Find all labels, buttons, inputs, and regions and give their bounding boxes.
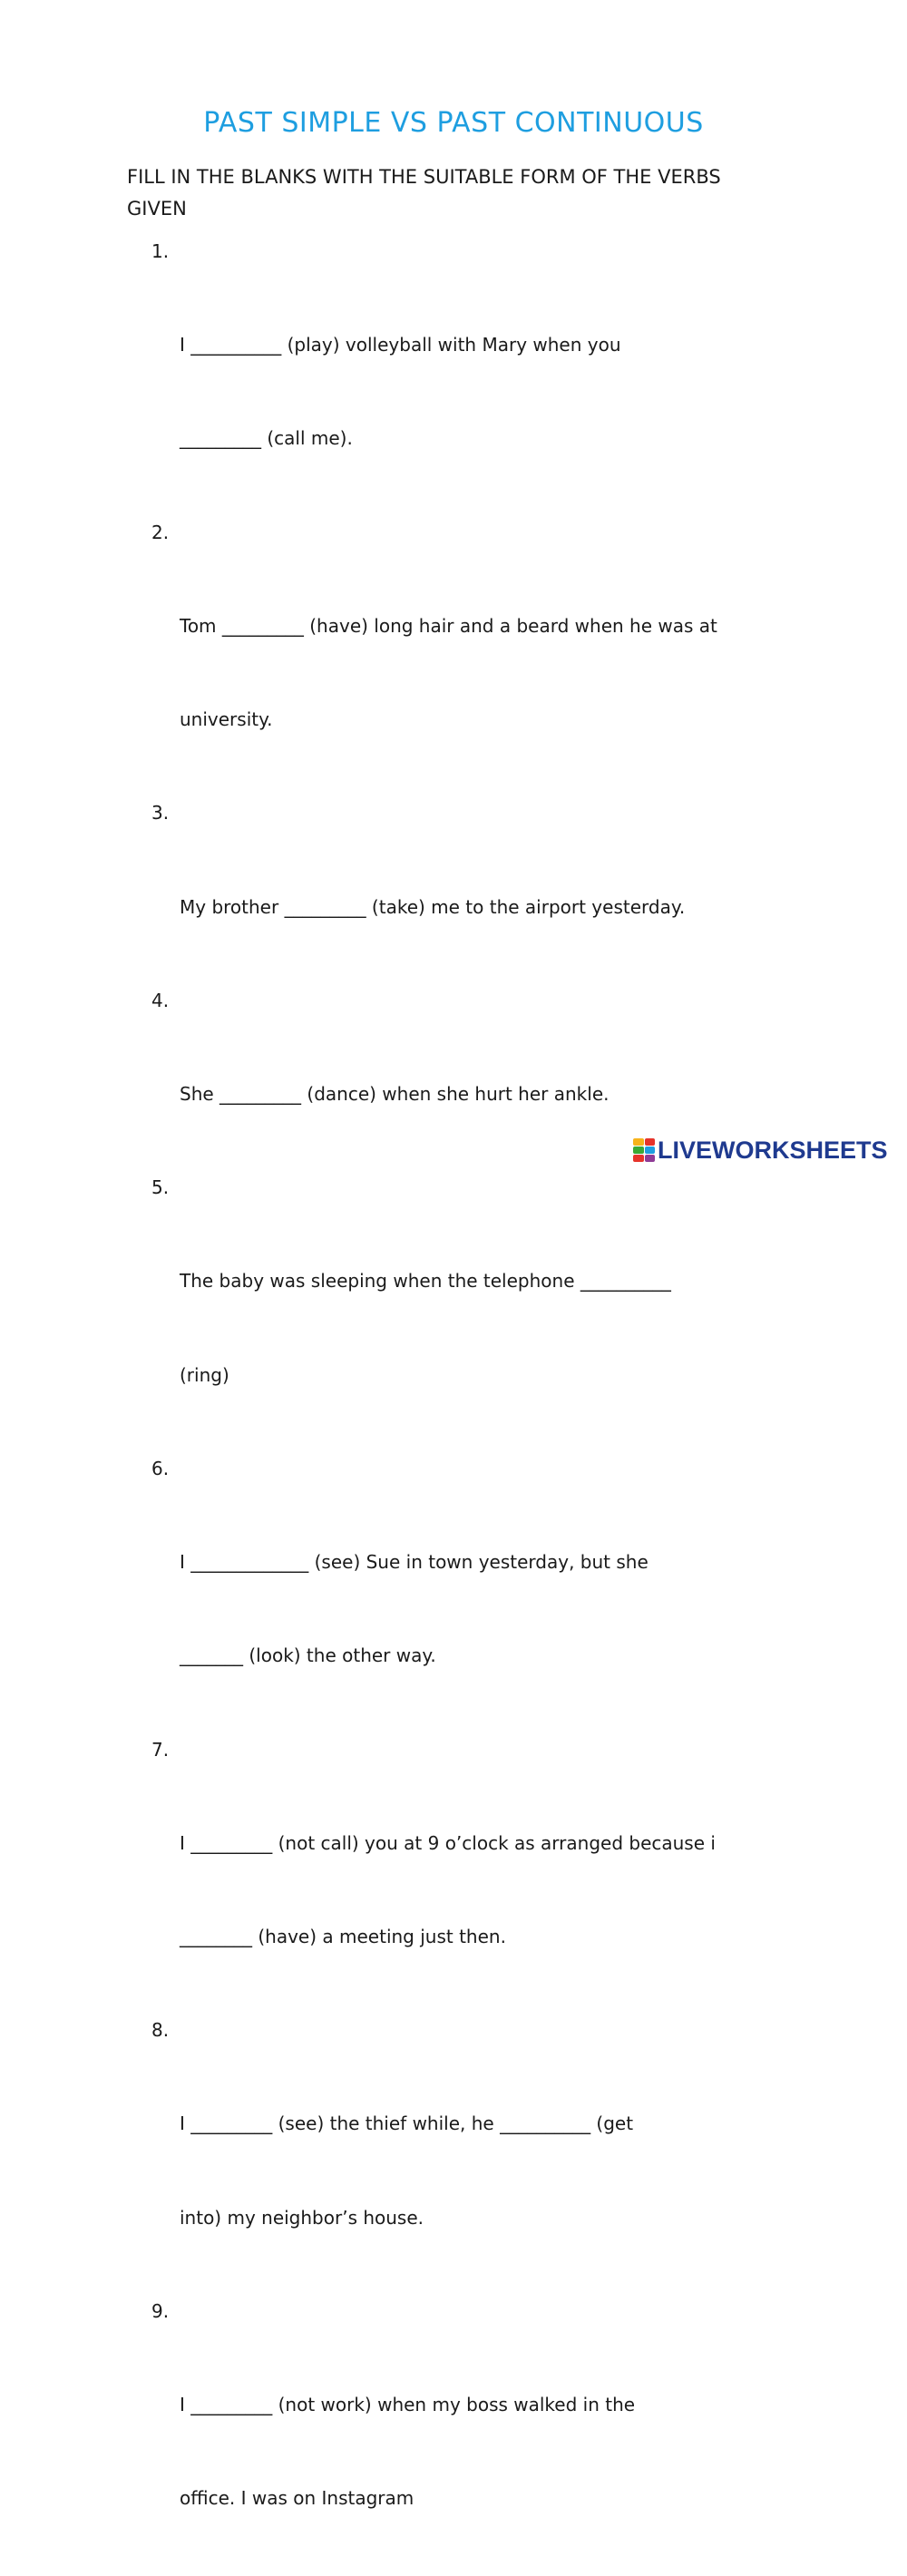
item-number: 4. xyxy=(151,989,170,1011)
exercise-item-1 xyxy=(151,236,786,517)
item-line: Tom _________ (have) long hair and a beard when he was at xyxy=(180,614,717,637)
page-title: PAST SIMPLE VS PAST CONTINUOUS xyxy=(203,107,704,139)
item-line: (ring) xyxy=(180,1363,229,1386)
item-number: 6. xyxy=(151,1457,170,1479)
exercise-item-9 xyxy=(151,2296,786,2576)
exercise-item-2 xyxy=(151,517,786,798)
item-line: ________ (have) a meeting just then. xyxy=(180,1925,506,1947)
item-number: 5. xyxy=(151,1176,170,1199)
exercise-item-3 xyxy=(151,797,786,984)
item-line: I __________ (play) volleyball with Mary when you xyxy=(180,334,621,356)
item-line: university. xyxy=(180,708,273,731)
exercise-item-5 xyxy=(151,1172,786,1453)
item-line: _________ (call me). xyxy=(180,427,353,450)
item-number: 7. xyxy=(151,1738,170,1761)
logo-text: LIVEWORKSHEETS xyxy=(658,1136,888,1164)
item-line: _______ (look) the other way. xyxy=(180,1644,436,1667)
item-number: 9. xyxy=(151,2299,170,2322)
exercise-item-6 xyxy=(151,1453,786,1734)
item-number: 1. xyxy=(151,240,170,262)
item-line: office. I was on Instagram xyxy=(180,2487,414,2510)
item-number: 2. xyxy=(151,521,170,543)
instructions: FILL IN THE BLANKS WITH THE SUITABLE FORM OF THE VERBS GIVEN xyxy=(127,166,721,220)
exercise-item-8 xyxy=(151,2015,786,2296)
item-line: I _________ (not work) when my boss walked in the xyxy=(180,2394,636,2416)
item-line: into) my neighbor’s house. xyxy=(180,2206,424,2229)
item-line: The baby was sleeping when the telephone __________ xyxy=(180,1270,671,1293)
item-line: I _________ (see) the thief while, he __________ (get xyxy=(180,2113,634,2135)
exercise-list xyxy=(151,236,786,2576)
item-line: I _________ (not call) you at 9 o’clock as arranged because i xyxy=(180,1831,716,1854)
item-line: I _____________ (see) Sue in town yesterday, but she xyxy=(180,1551,649,1574)
liveworksheets-logo[interactable] xyxy=(633,1136,888,1165)
item-line: My brother _________ (take) me to the airport yesterday. xyxy=(180,895,686,918)
exercise-item-7 xyxy=(151,1734,786,2015)
item-number: 8. xyxy=(151,2019,170,2042)
item-line: She _________ (dance) when she hurt her ankle. xyxy=(180,1082,610,1105)
liveworksheets-blocks-icon xyxy=(633,1138,655,1162)
item-number: 3. xyxy=(151,802,170,825)
